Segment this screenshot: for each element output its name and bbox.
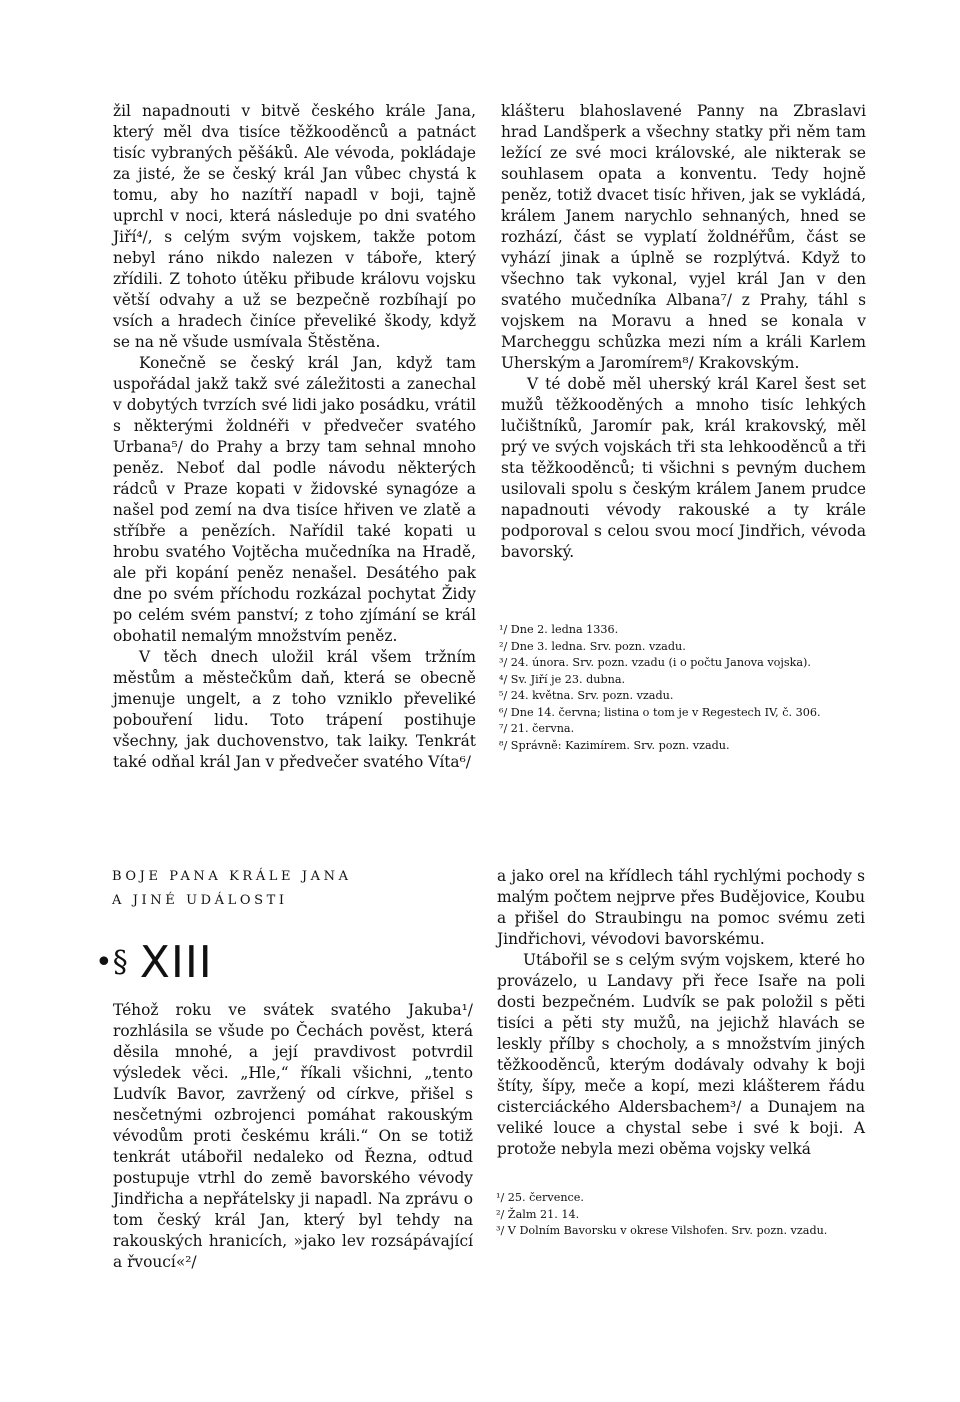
- footnote: ³/ V Dolním Bavorsku v okrese Vilshofen. Srv. pozn. vzadu.: [496, 1224, 828, 1237]
- footnote: ³/ 24. února. Srv. pozn. vzadu (i o počtu Janova vojska).: [499, 656, 811, 669]
- paragraph: V té době měl uherský král Karel šest set mužů těžkooděných a mnoho tisíc lehkých lučištníků, Jaromír pak, král krakovský, měl prý ve svých vojskách tři sta lehkooděnců a tři sta těžkooděnců; ti všichni s pevným duchem usilovali spolu s českým králem Janem prudce napadnouti vévody rakouské a ty krále podporoval s celou svou mocí Jindřich, vévoda bavorský.: [501, 375, 866, 561]
- chapter-heading: [112, 865, 352, 913]
- paragraph: a jako orel na křídlech táhl rychlými pochody s malým počtem nejprve přes Budějovice, Koubu a přišel do Straubingu na pomoc svému zeti Jindřichovi, vévodovi bavorskému.: [497, 867, 865, 948]
- footnote: ¹/ 25. července.: [496, 1191, 584, 1204]
- bottom-left-column: [113, 1000, 473, 1273]
- paragraph: Utábořil se s celým svým vojskem, které ho provázelo, u Landavy při řece Isaře na poli dosti bezpečném. Ludvík se pak položil s pěti tisíci a pěti sty mužů, na jejichž hlavách se leskly přílby s chocholy, a s množstvím jiných těžkooděnců, kterým dodávaly odvahy k boji štíty, šípy, meče a kopí, mezi klášterem řádu cisterciáckého Aldersbachem³/ a Dunajem na veliké louce a chystal sebe i své k boji. A protože nebyla mezi oběma vojsky velká: [497, 951, 865, 1158]
- footnote: ²/ Dne 3. ledna. Srv. pozn. vzadu.: [499, 639, 686, 653]
- chapter-heading-line: BOJE PANA KRÁLE JANA: [112, 869, 352, 884]
- footnote: ⁵/ 24. května. Srv. pozn. vzadu.: [499, 689, 674, 702]
- top-left-column: [113, 101, 476, 773]
- footnote: ²/ Žalm 21. 14.: [496, 1207, 580, 1221]
- paragraph: V těch dnech uložil král všem tržním městům a městečkům daň, která se obecně jmenuje ungelt, a z toho vzniklo převeliké pobouření lidu. Toto trápení postihuje všechny, jak duchovenstvo, tak laiky. Tenkrát také odňal král Jan v předvečer svatého Víta⁶/: [113, 648, 476, 771]
- footnote: ¹/ Dne 2. ledna 1336.: [499, 623, 619, 636]
- chapter-roman-numeral: XIII: [139, 937, 213, 988]
- ornament-icon: •§: [95, 945, 128, 980]
- chapter-heading-line: A JINÉ UDÁLOSTI: [112, 893, 288, 908]
- paragraph: žil napadnouti v bitvě českého krále Jana, který měl dva tisíce těžkooděnců a patnáct tisíc vybraných pěšáků. Ale vévoda, pokládaje za jisté, že se český král Jan vůbec chystá k tomu, aby ho nazítří napadl v boji, tajně uprchl v noci, která následuje po dni svatého Jiří⁴/, s celým svým vojskem, takže potom nebyl ráno nikdo nalezen v táboře, který zřídili. Z tohoto útěku přibude královu vojsku větší odvahy a už se bezpečně rozbíhají po vsích a hradech činíce převeliké škody, když se na ně všude usmívala Štěstěna.: [113, 102, 476, 351]
- top-footnotes: [499, 622, 869, 754]
- footnote: ⁶/ Dne 14. června; listina o tom je v Regestech IV, č. 306.: [499, 705, 821, 719]
- paragraph: Téhož roku ve svátek svatého Jakuba¹/ rozhlásila se všude po Čechách pověst, která děsila mnohé, a její pravdivost potvrdil výsledek věci. „Hle,“ říkali všichni, „tento Ludvík Bavor, zavržený od církve, přišel s nesčetnými ozbrojenci pomáhat rakouským vévodům proti českému králi.“ On se totiž tenkrát utábořil nedaleko od Řezna, odtud postupuje vtrhl do země bavorského vévody Jindřicha a nepřátelsky ji napadl. Na zprávu o tom český král Jan, který byl tehdy na rakouských hranicích, »jako lev rozsápávající a řvoucí«²/: [113, 1001, 473, 1271]
- top-right-column: [501, 101, 866, 563]
- paragraph: klášteru blahoslavené Panny na Zbraslavi hrad Landšperk a všechny statky při něm tam ležící ze své moci královské, ale nikterak se souhlasem opata a konventu. Tedy hojně peněz, totiž dvacet tisíc hřiven, jak se vykládá, králem Janem narychlo sehnaných, hned se rozhází, část se vyplatí žoldnéřům, část se vyhází jinak a úplně se rozplýtvá. Když to všechno tak vykonal, vyjel král Jan v den svatého mučedníka Albana⁷/ z Prahy, táhl s vojskem na Moravu a hned se konala v Marcheggu schůzka mezi ním a králi Karlem Uherským a Jaromírem⁸/ Krakovským.: [501, 102, 866, 372]
- paragraph: Konečně se český král Jan, když tam uspořádal jakž takž své záležitosti a zanechal v dobytých tvrzích své lidi jako posádku, vrátil s některými žoldnéři v předvečer svatého Urbana⁵/ do Prahy a brzy tam sehnal mnoho peněz. Neboť dal podle návodu některých rádců v Praze kopati v židovské synagóze a našel pod zemí na dva tisíce hřiven ve zlatě a stříbře a penězích. Nařídil také kopati u hrobu svatého Vojtěcha mučedníka na Hradě, ale při kopání peněz nenašel. Desátého pak dne po svém příchodu rozkázal pochytat Židy po celém svém panství; z toho zjímání se král obohatil nemalým množstvím peněz.: [113, 354, 476, 645]
- bottom-right-column: [497, 866, 865, 1160]
- chapter-number: [95, 938, 213, 988]
- footnote: ⁷/ 21. června.: [499, 722, 575, 735]
- footnote: ⁴/ Sv. Jiří je 23. dubna.: [499, 672, 626, 686]
- footnote: ⁸/ Správně: Kazimírem. Srv. pozn. vzadu.: [499, 738, 730, 752]
- bottom-footnotes: [496, 1190, 864, 1240]
